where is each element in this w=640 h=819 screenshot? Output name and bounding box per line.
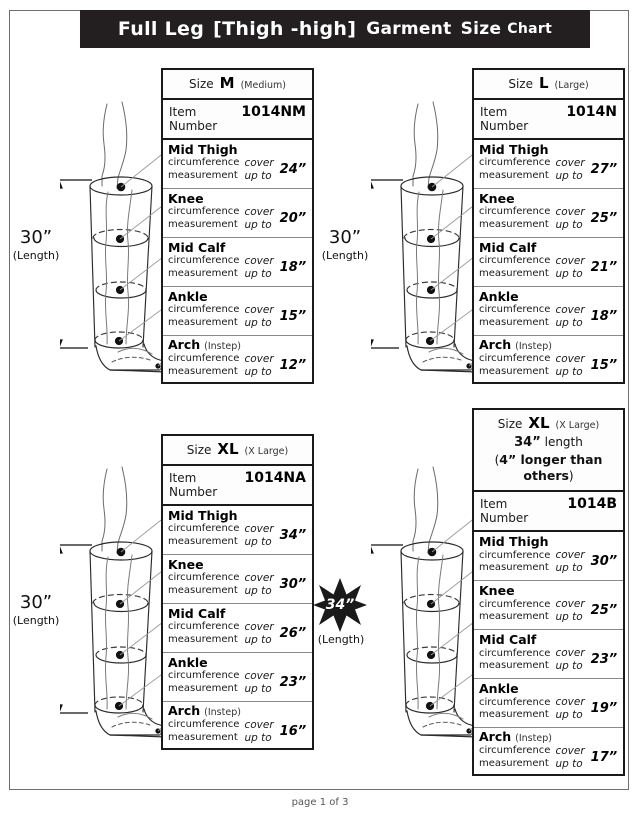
- cover-upto-text: cover up to: [555, 303, 585, 329]
- part-name: Mid Thigh: [168, 507, 238, 523]
- size-paren: (Large): [554, 80, 589, 91]
- part-sub-label: (Instep): [204, 340, 241, 352]
- length-value: 30”: [19, 592, 53, 613]
- part-name: Ankle: [479, 288, 519, 304]
- table-row: [474, 581, 623, 630]
- title-banner: [80, 10, 590, 48]
- table-header-medium: [161, 68, 314, 100]
- measurement-value: 17”: [590, 750, 618, 766]
- item-number-value: 1014N: [566, 103, 617, 120]
- header-length-word: length: [544, 434, 583, 449]
- circ-measure-text: circumference measurement: [479, 304, 551, 328]
- measurement-value: 18”: [279, 260, 307, 276]
- longer-note-text: 4” longer than others: [499, 451, 603, 484]
- cover-upto-text: cover up to: [244, 254, 274, 280]
- part-name: Knee: [479, 582, 515, 598]
- table-row: [474, 336, 623, 382]
- size-label: Size: [497, 417, 523, 431]
- circ-measure-text: circumference measurement: [168, 206, 240, 230]
- measurement-value: 23”: [590, 652, 618, 668]
- length-callout-bottom-left: [8, 593, 64, 627]
- table-header-xlarge-b: [472, 408, 625, 492]
- cover-upto-text: cover up to: [244, 669, 274, 695]
- part-name: Knee: [168, 190, 204, 206]
- part-name: Knee: [168, 556, 204, 572]
- paren-open: (: [494, 452, 500, 467]
- title-part-garment: Garment: [366, 19, 452, 39]
- measurement-rows: [161, 140, 314, 384]
- circ-measure-text: circumference measurement: [168, 523, 240, 547]
- size-code: XL: [217, 440, 239, 458]
- item-number-row: [472, 100, 625, 140]
- table-row: [163, 555, 312, 604]
- part-name: Mid Calf: [479, 631, 537, 647]
- part-name: Ankle: [168, 654, 208, 670]
- part-name: Arch: [479, 728, 512, 744]
- measurement-value: 30”: [590, 554, 618, 570]
- circ-measure-text: circumference measurement: [168, 621, 240, 645]
- measurement-rows: [161, 506, 314, 750]
- circ-measure-text: circumference measurement: [479, 353, 551, 377]
- measurement-value: 25”: [590, 603, 618, 619]
- cover-upto-text: cover up to: [555, 744, 585, 770]
- cover-upto-text: cover up to: [244, 156, 274, 182]
- circ-measure-text: circumference measurement: [479, 598, 551, 622]
- cover-upto-text: cover up to: [244, 522, 274, 548]
- circ-measure-text: circumference measurement: [168, 353, 240, 377]
- item-number-value: 1014NA: [244, 469, 306, 486]
- item-number-row: [161, 466, 314, 506]
- table-row: [474, 728, 623, 774]
- table-row: [474, 238, 623, 287]
- measurement-value: 20”: [279, 211, 307, 227]
- measurement-value: 18”: [590, 309, 618, 325]
- star-length-value: 34”: [325, 597, 355, 613]
- size-paren: (X Large): [244, 446, 289, 457]
- size-label: Size: [186, 443, 212, 457]
- circ-measure-text: circumference measurement: [479, 696, 551, 720]
- part-sub-label: (Instep): [204, 706, 241, 718]
- length-callout-bottom-right-star: [313, 578, 369, 646]
- table-row: [474, 532, 623, 581]
- item-number-row: [161, 100, 314, 140]
- part-name: Mid Calf: [168, 239, 226, 255]
- size-code: XL: [528, 414, 550, 432]
- title-part-thigh-high: [Thigh -high]: [213, 18, 357, 40]
- cover-upto-text: cover up to: [555, 548, 585, 574]
- cover-upto-text: cover up to: [244, 303, 274, 329]
- measurement-value: 34”: [279, 528, 307, 544]
- length-word: (Length): [317, 633, 365, 646]
- item-number-label: Item Number: [169, 470, 218, 499]
- measurement-value: 15”: [279, 309, 307, 325]
- length-word: (Length): [12, 613, 60, 627]
- length-callout-top-left: [8, 228, 64, 262]
- circ-measure-text: circumference measurement: [168, 670, 240, 694]
- circ-measure-text: circumference measurement: [168, 304, 240, 328]
- table-header-large: [472, 68, 625, 100]
- title-part-size: Size: [460, 19, 502, 39]
- part-sub-label: (Instep): [515, 340, 552, 352]
- table-row: [474, 189, 623, 238]
- size-code: M: [219, 74, 235, 92]
- measurement-value: 26”: [279, 626, 307, 642]
- header-length-note: [478, 435, 619, 452]
- table-row: [474, 679, 623, 728]
- part-name: Mid Calf: [479, 239, 537, 255]
- item-number-value: 1014B: [567, 495, 617, 512]
- part-name: Arch: [168, 336, 201, 352]
- measurement-value: 30”: [279, 577, 307, 593]
- table-row: [474, 140, 623, 189]
- cover-upto-text: cover up to: [555, 352, 585, 378]
- cover-upto-text: cover up to: [555, 646, 585, 672]
- measurement-rows: [472, 532, 625, 776]
- table-row: [163, 140, 312, 189]
- measurement-value: 25”: [590, 211, 618, 227]
- table-row: [474, 287, 623, 336]
- paren-close: ): [568, 469, 574, 484]
- item-number-value: 1014NM: [241, 103, 306, 120]
- part-name: Arch: [479, 336, 512, 352]
- circ-measure-text: circumference measurement: [479, 745, 551, 769]
- size-label: Size: [508, 77, 533, 91]
- cover-upto-text: cover up to: [244, 718, 274, 744]
- measurement-value: 23”: [279, 675, 307, 691]
- item-number-label: Item Number: [480, 496, 529, 525]
- cover-upto-text: cover up to: [555, 156, 585, 182]
- table-row: [163, 336, 312, 382]
- table-row: [163, 238, 312, 287]
- table-row: [163, 702, 312, 748]
- length-value: 30”: [19, 227, 53, 248]
- cover-upto-text: cover up to: [244, 205, 274, 231]
- measurement-value: 16”: [279, 724, 307, 740]
- header-longer-note: [478, 452, 619, 485]
- length-word: (Length): [321, 248, 369, 262]
- part-name: Mid Thigh: [168, 141, 238, 157]
- table-row: [163, 653, 312, 702]
- item-number-label: Item Number: [480, 104, 529, 133]
- part-name: Mid Thigh: [479, 141, 549, 157]
- cover-upto-text: cover up to: [555, 597, 585, 623]
- circ-measure-text: circumference measurement: [479, 255, 551, 279]
- measurement-rows: [472, 140, 625, 384]
- header-length-value: 34”: [514, 434, 541, 450]
- part-sub-label: (Instep): [515, 732, 552, 744]
- part-name: Knee: [479, 190, 515, 206]
- part-name: Mid Thigh: [479, 533, 549, 549]
- measurement-value: 19”: [590, 701, 618, 717]
- circ-measure-text: circumference measurement: [168, 572, 240, 596]
- item-number-row: [472, 492, 625, 532]
- size-code: L: [538, 74, 549, 92]
- size-paren: (Medium): [240, 80, 286, 91]
- length-word: (Length): [12, 248, 60, 262]
- table-row: [163, 189, 312, 238]
- title-part-full-leg: Full Leg: [117, 18, 205, 40]
- circ-measure-text: circumference measurement: [168, 255, 240, 279]
- cover-upto-text: cover up to: [244, 352, 274, 378]
- size-table-medium: [161, 68, 314, 384]
- circ-measure-text: circumference measurement: [479, 549, 551, 573]
- part-name: Ankle: [479, 680, 519, 696]
- table-row: [163, 604, 312, 653]
- part-name: Mid Calf: [168, 605, 226, 621]
- length-value: 30”: [328, 227, 362, 248]
- circ-measure-text: circumference measurement: [168, 157, 240, 181]
- page-footer: page 1 of 3: [291, 797, 349, 808]
- circ-measure-text: circumference measurement: [479, 206, 551, 230]
- measurement-value: 21”: [590, 260, 618, 276]
- part-name: Arch: [168, 702, 201, 718]
- cover-upto-text: cover up to: [244, 571, 274, 597]
- size-paren: (X Large): [555, 420, 600, 431]
- cover-upto-text: cover up to: [555, 205, 585, 231]
- measurement-value: 15”: [590, 358, 618, 374]
- size-label: Size: [189, 77, 214, 91]
- starburst-shape: [313, 578, 367, 632]
- cover-upto-text: cover up to: [555, 254, 585, 280]
- item-number-label: Item Number: [169, 104, 218, 133]
- length-callout-top-right: [316, 228, 374, 262]
- table-header-xlarge-a: [161, 434, 314, 466]
- cover-upto-text: cover up to: [244, 620, 274, 646]
- measurement-value: 24”: [279, 162, 307, 178]
- title-part-chart: Chart: [507, 21, 553, 37]
- circ-measure-text: circumference measurement: [168, 719, 240, 743]
- circ-measure-text: circumference measurement: [479, 647, 551, 671]
- size-table-large: [472, 68, 625, 384]
- measurement-value: 12”: [279, 358, 307, 374]
- size-table-xlarge-b: [472, 408, 625, 776]
- table-row: [163, 506, 312, 555]
- cover-upto-text: cover up to: [555, 695, 585, 721]
- measurement-value: 27”: [590, 162, 618, 178]
- table-row: [474, 630, 623, 679]
- size-table-xlarge-a: [161, 434, 314, 750]
- table-row: [163, 287, 312, 336]
- circ-measure-text: circumference measurement: [479, 157, 551, 181]
- part-name: Ankle: [168, 288, 208, 304]
